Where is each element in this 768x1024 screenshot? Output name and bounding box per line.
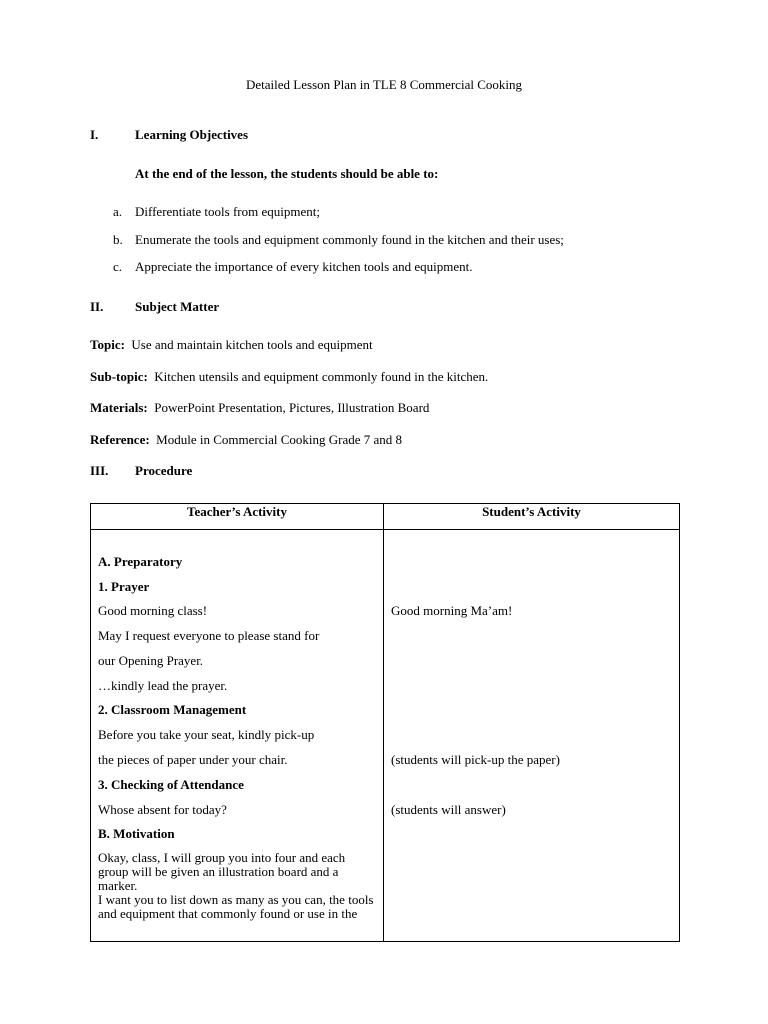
materials-label: Materials: — [90, 400, 148, 415]
objective-text: Enumerate the tools and equipment commonly found in the kitchen and their uses; — [135, 232, 564, 247]
teacher-line: May I request everyone to please stand for — [98, 628, 320, 643]
student-activity-header: Student’s Activity — [384, 504, 680, 530]
section-number-3: III. — [90, 463, 109, 478]
materials-value: PowerPoint Presentation, Pictures, Illustration Board — [154, 400, 430, 415]
student-line: (students will pick-up the paper) — [391, 752, 560, 767]
student-activity-cell — [384, 530, 680, 942]
preparatory-heading: A. Preparatory — [98, 554, 183, 569]
objective-letter: b. — [113, 232, 123, 247]
subtopic-value: Kitchen utensils and equipment commonly found in the kitchen. — [154, 369, 489, 384]
table-header-row — [91, 504, 680, 530]
objective-text: Appreciate the importance of every kitchen tools and equipment. — [135, 259, 473, 274]
section-number-1: I. — [90, 127, 99, 142]
topic-label: Topic: — [90, 337, 125, 352]
topic-value: Use and maintain kitchen tools and equipment — [131, 337, 373, 352]
attendance-heading: 3. Checking of Attendance — [98, 777, 244, 792]
teacher-line: the pieces of paper under your chair. — [98, 752, 288, 767]
section-title-learning-objectives: Learning Objectives — [135, 127, 249, 142]
subject-materials — [90, 400, 429, 416]
objective-letter: a. — [113, 204, 123, 219]
motivation-text — [98, 851, 378, 921]
subtopic-label: Sub-topic: — [90, 369, 148, 384]
teacher-line: our Opening Prayer. — [98, 653, 204, 668]
classroom-management-heading: 2. Classroom Management — [98, 702, 247, 717]
motivation-text-line: I want you to list down as many as you can, the tools — [98, 892, 374, 907]
section-title-subject-matter: Subject Matter — [135, 299, 220, 314]
teacher-line: Whose absent for today? — [98, 802, 227, 817]
objective-letter: c. — [113, 259, 123, 274]
subject-reference — [90, 432, 402, 448]
objectives-intro: At the end of the lesson, the students should be able to: — [135, 166, 439, 181]
teacher-line: Before you take your seat, kindly pick-up — [98, 727, 315, 742]
subject-subtopic — [90, 369, 488, 385]
student-line: (students will answer) — [391, 802, 506, 817]
teacher-activity-header: Teacher’s Activity — [91, 504, 384, 530]
motivation-text-line: and equipment that commonly found or use in the — [98, 906, 358, 921]
section-title-procedure: Procedure — [135, 463, 193, 478]
student-line: Good morning Ma’am! — [391, 603, 513, 618]
reference-label: Reference: — [90, 432, 150, 447]
subject-topic — [90, 337, 373, 353]
motivation-text-line: Okay, class, I will group you into four and each group will be given an illustration board and a marker. — [98, 850, 346, 893]
document-title: Detailed Lesson Plan in TLE 8 Commercial Cooking — [246, 77, 522, 92]
table-row — [91, 530, 680, 942]
teacher-activity-cell — [91, 530, 384, 942]
reference-value: Module in Commercial Cooking Grade 7 and 8 — [156, 432, 403, 447]
motivation-heading: B. Motivation — [98, 826, 175, 841]
objective-text: Differentiate tools from equipment; — [135, 204, 320, 219]
section-number-2: II. — [90, 299, 104, 314]
teacher-line: Good morning class! — [98, 603, 208, 618]
procedure-table — [90, 503, 680, 942]
teacher-line: …kindly lead the prayer. — [98, 678, 228, 693]
prayer-heading: 1. Prayer — [98, 579, 150, 594]
